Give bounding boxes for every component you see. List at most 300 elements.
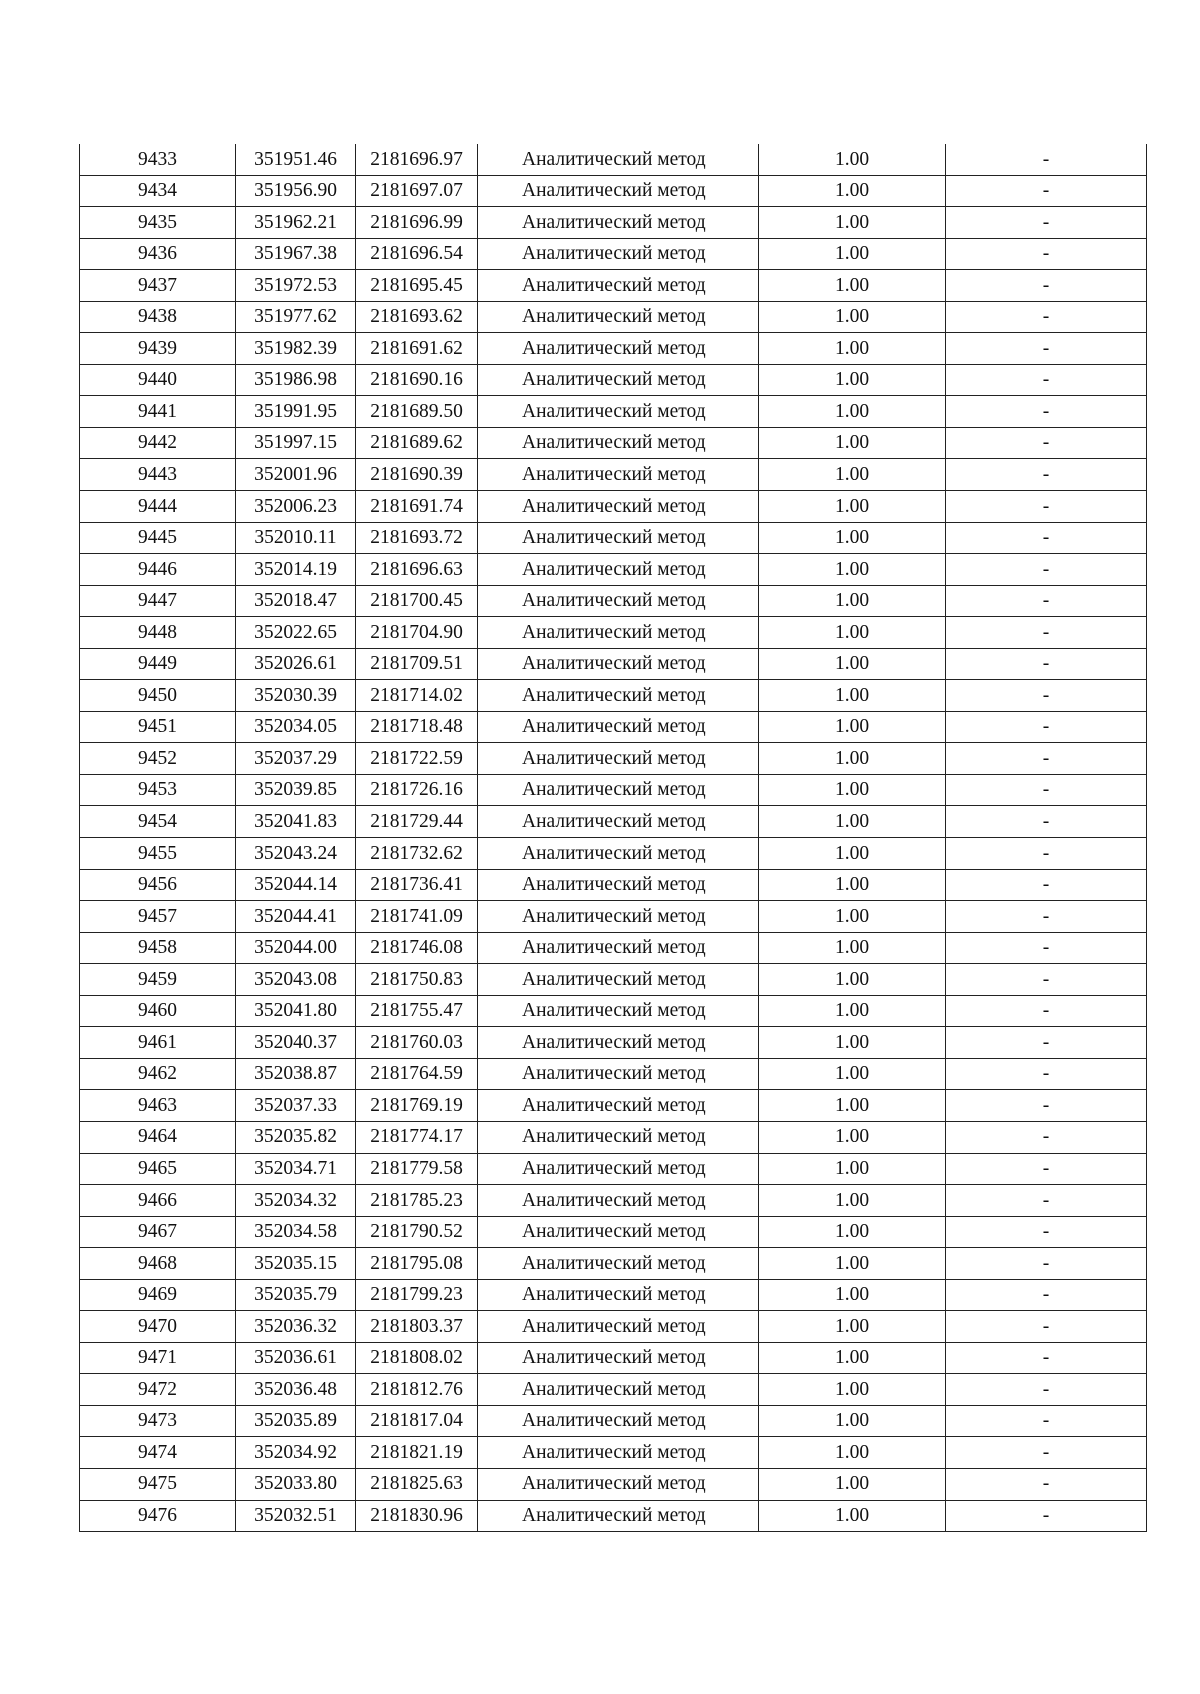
table-row — [80, 1027, 1147, 1059]
y-coordinate-cell: 2181696.99 — [356, 207, 478, 239]
y-coordinate-cell: 2181736.41 — [356, 869, 478, 901]
y-coordinate-cell: 2181700.45 — [356, 585, 478, 617]
y-coordinate-cell: 2181695.45 — [356, 270, 478, 302]
x-coordinate-cell: 352036.61 — [236, 1342, 356, 1374]
table-row — [80, 144, 1147, 175]
point-number-cell: 9456 — [80, 869, 236, 901]
accuracy-cell: 1.00 — [759, 838, 946, 870]
point-number-cell: 9470 — [80, 1311, 236, 1343]
table-row — [80, 964, 1147, 996]
description-cell: - — [946, 617, 1147, 649]
description-cell: - — [946, 711, 1147, 743]
method-cell: Аналитический метод — [478, 1374, 759, 1406]
x-coordinate-cell: 351982.39 — [236, 333, 356, 365]
x-coordinate-cell: 352026.61 — [236, 648, 356, 680]
method-cell: Аналитический метод — [478, 932, 759, 964]
table-row — [80, 1090, 1147, 1122]
table-row — [80, 585, 1147, 617]
y-coordinate-cell: 2181693.62 — [356, 301, 478, 333]
y-coordinate-cell: 2181821.19 — [356, 1437, 478, 1469]
description-cell: - — [946, 491, 1147, 523]
description-cell: - — [946, 238, 1147, 270]
table-row — [80, 1437, 1147, 1469]
x-coordinate-cell: 352035.15 — [236, 1248, 356, 1280]
point-number-cell: 9453 — [80, 774, 236, 806]
point-number-cell: 9444 — [80, 491, 236, 523]
point-number-cell: 9436 — [80, 238, 236, 270]
accuracy-cell: 1.00 — [759, 1216, 946, 1248]
x-coordinate-cell: 351956.90 — [236, 175, 356, 207]
accuracy-cell: 1.00 — [759, 1058, 946, 1090]
description-cell: - — [946, 333, 1147, 365]
point-number-cell: 9472 — [80, 1374, 236, 1406]
accuracy-cell: 1.00 — [759, 427, 946, 459]
y-coordinate-cell: 2181691.62 — [356, 333, 478, 365]
accuracy-cell: 1.00 — [759, 1405, 946, 1437]
accuracy-cell: 1.00 — [759, 995, 946, 1027]
x-coordinate-cell: 351962.21 — [236, 207, 356, 239]
method-cell: Аналитический метод — [478, 680, 759, 712]
point-number-cell: 9454 — [80, 806, 236, 838]
y-coordinate-cell: 2181808.02 — [356, 1342, 478, 1374]
accuracy-cell: 1.00 — [759, 1374, 946, 1406]
description-cell: - — [946, 743, 1147, 775]
method-cell: Аналитический метод — [478, 585, 759, 617]
description-cell: - — [946, 1027, 1147, 1059]
method-cell: Аналитический метод — [478, 1248, 759, 1280]
y-coordinate-cell: 2181769.19 — [356, 1090, 478, 1122]
table-row — [80, 1500, 1147, 1532]
y-coordinate-cell: 2181750.83 — [356, 964, 478, 996]
description-cell: - — [946, 175, 1147, 207]
accuracy-cell: 1.00 — [759, 932, 946, 964]
table-row — [80, 1342, 1147, 1374]
table-row — [80, 869, 1147, 901]
table-row — [80, 175, 1147, 207]
point-number-cell: 9471 — [80, 1342, 236, 1374]
description-cell: - — [946, 1500, 1147, 1532]
method-cell: Аналитический метод — [478, 1437, 759, 1469]
method-cell: Аналитический метод — [478, 238, 759, 270]
method-cell: Аналитический метод — [478, 427, 759, 459]
method-cell: Аналитический метод — [478, 743, 759, 775]
x-coordinate-cell: 352039.85 — [236, 774, 356, 806]
y-coordinate-cell: 2181825.63 — [356, 1468, 478, 1500]
accuracy-cell: 1.00 — [759, 459, 946, 491]
accuracy-cell: 1.00 — [759, 175, 946, 207]
point-number-cell: 9437 — [80, 270, 236, 302]
method-cell: Аналитический метод — [478, 711, 759, 743]
description-cell: - — [946, 396, 1147, 428]
description-cell: - — [946, 1185, 1147, 1217]
description-cell: - — [946, 869, 1147, 901]
accuracy-cell: 1.00 — [759, 554, 946, 586]
point-number-cell: 9450 — [80, 680, 236, 712]
accuracy-cell: 1.00 — [759, 270, 946, 302]
table-row — [80, 1468, 1147, 1500]
method-cell: Аналитический метод — [478, 175, 759, 207]
x-coordinate-cell: 352036.48 — [236, 1374, 356, 1406]
point-number-cell: 9457 — [80, 901, 236, 933]
method-cell: Аналитический метод — [478, 964, 759, 996]
table-row — [80, 1185, 1147, 1217]
method-cell: Аналитический метод — [478, 301, 759, 333]
point-number-cell: 9435 — [80, 207, 236, 239]
x-coordinate-cell: 352044.41 — [236, 901, 356, 933]
description-cell: - — [946, 1153, 1147, 1185]
point-number-cell: 9473 — [80, 1405, 236, 1437]
y-coordinate-cell: 2181697.07 — [356, 175, 478, 207]
point-number-cell: 9446 — [80, 554, 236, 586]
table-row — [80, 617, 1147, 649]
y-coordinate-cell: 2181760.03 — [356, 1027, 478, 1059]
method-cell: Аналитический метод — [478, 648, 759, 680]
description-cell: - — [946, 901, 1147, 933]
point-number-cell: 9443 — [80, 459, 236, 491]
accuracy-cell: 1.00 — [759, 1090, 946, 1122]
y-coordinate-cell: 2181709.51 — [356, 648, 478, 680]
table-row — [80, 901, 1147, 933]
point-number-cell: 9474 — [80, 1437, 236, 1469]
x-coordinate-cell: 352022.65 — [236, 617, 356, 649]
method-cell: Аналитический метод — [478, 1027, 759, 1059]
y-coordinate-cell: 2181812.76 — [356, 1374, 478, 1406]
description-cell: - — [946, 838, 1147, 870]
y-coordinate-cell: 2181718.48 — [356, 711, 478, 743]
method-cell: Аналитический метод — [478, 995, 759, 1027]
description-cell: - — [946, 932, 1147, 964]
y-coordinate-cell: 2181779.58 — [356, 1153, 478, 1185]
accuracy-cell: 1.00 — [759, 1437, 946, 1469]
y-coordinate-cell: 2181690.39 — [356, 459, 478, 491]
y-coordinate-cell: 2181689.62 — [356, 427, 478, 459]
y-coordinate-cell: 2181726.16 — [356, 774, 478, 806]
y-coordinate-cell: 2181693.72 — [356, 522, 478, 554]
method-cell: Аналитический метод — [478, 1058, 759, 1090]
table-row — [80, 459, 1147, 491]
point-number-cell: 9452 — [80, 743, 236, 775]
accuracy-cell: 1.00 — [759, 585, 946, 617]
accuracy-cell: 1.00 — [759, 617, 946, 649]
point-number-cell: 9441 — [80, 396, 236, 428]
accuracy-cell: 1.00 — [759, 964, 946, 996]
y-coordinate-cell: 2181696.97 — [356, 144, 478, 175]
x-coordinate-cell: 352001.96 — [236, 459, 356, 491]
point-number-cell: 9448 — [80, 617, 236, 649]
table-row — [80, 364, 1147, 396]
y-coordinate-cell: 2181689.50 — [356, 396, 478, 428]
point-number-cell: 9449 — [80, 648, 236, 680]
description-cell: - — [946, 1342, 1147, 1374]
description-cell: - — [946, 1405, 1147, 1437]
description-cell: - — [946, 774, 1147, 806]
description-cell: - — [946, 680, 1147, 712]
point-number-cell: 9460 — [80, 995, 236, 1027]
description-cell: - — [946, 964, 1147, 996]
point-number-cell: 9468 — [80, 1248, 236, 1280]
accuracy-cell: 1.00 — [759, 711, 946, 743]
x-coordinate-cell: 351951.46 — [236, 144, 356, 175]
x-coordinate-cell: 351986.98 — [236, 364, 356, 396]
method-cell: Аналитический метод — [478, 270, 759, 302]
x-coordinate-cell: 351967.38 — [236, 238, 356, 270]
point-number-cell: 9462 — [80, 1058, 236, 1090]
table-row — [80, 1311, 1147, 1343]
point-number-cell: 9466 — [80, 1185, 236, 1217]
y-coordinate-cell: 2181817.04 — [356, 1405, 478, 1437]
table-row — [80, 774, 1147, 806]
method-cell: Аналитический метод — [478, 1216, 759, 1248]
point-number-cell: 9445 — [80, 522, 236, 554]
table-row — [80, 648, 1147, 680]
accuracy-cell: 1.00 — [759, 743, 946, 775]
accuracy-cell: 1.00 — [759, 1279, 946, 1311]
accuracy-cell: 1.00 — [759, 1468, 946, 1500]
method-cell: Аналитический метод — [478, 838, 759, 870]
table-row — [80, 270, 1147, 302]
x-coordinate-cell: 352034.58 — [236, 1216, 356, 1248]
method-cell: Аналитический метод — [478, 617, 759, 649]
method-cell: Аналитический метод — [478, 207, 759, 239]
accuracy-cell: 1.00 — [759, 301, 946, 333]
x-coordinate-cell: 352043.24 — [236, 838, 356, 870]
x-coordinate-cell: 352035.79 — [236, 1279, 356, 1311]
accuracy-cell: 1.00 — [759, 333, 946, 365]
method-cell: Аналитический метод — [478, 522, 759, 554]
point-number-cell: 9459 — [80, 964, 236, 996]
accuracy-cell: 1.00 — [759, 396, 946, 428]
description-cell: - — [946, 1248, 1147, 1280]
x-coordinate-cell: 352034.71 — [236, 1153, 356, 1185]
method-cell: Аналитический метод — [478, 1185, 759, 1217]
table-row — [80, 554, 1147, 586]
y-coordinate-cell: 2181799.23 — [356, 1279, 478, 1311]
x-coordinate-cell: 352018.47 — [236, 585, 356, 617]
table-row — [80, 1153, 1147, 1185]
accuracy-cell: 1.00 — [759, 144, 946, 175]
table-row — [80, 806, 1147, 838]
x-coordinate-cell: 352037.33 — [236, 1090, 356, 1122]
description-cell: - — [946, 1090, 1147, 1122]
method-cell: Аналитический метод — [478, 1342, 759, 1374]
y-coordinate-cell: 2181696.63 — [356, 554, 478, 586]
method-cell: Аналитический метод — [478, 144, 759, 175]
table-row — [80, 396, 1147, 428]
table-row — [80, 1405, 1147, 1437]
description-cell: - — [946, 364, 1147, 396]
description-cell: - — [946, 1437, 1147, 1469]
x-coordinate-cell: 352040.37 — [236, 1027, 356, 1059]
description-cell: - — [946, 459, 1147, 491]
point-number-cell: 9461 — [80, 1027, 236, 1059]
method-cell: Аналитический метод — [478, 1468, 759, 1500]
accuracy-cell: 1.00 — [759, 1342, 946, 1374]
accuracy-cell: 1.00 — [759, 680, 946, 712]
point-number-cell: 9433 — [80, 144, 236, 175]
point-number-cell: 9447 — [80, 585, 236, 617]
table-row — [80, 932, 1147, 964]
description-cell: - — [946, 806, 1147, 838]
accuracy-cell: 1.00 — [759, 1311, 946, 1343]
description-cell: - — [946, 144, 1147, 175]
accuracy-cell: 1.00 — [759, 1248, 946, 1280]
point-number-cell: 9455 — [80, 838, 236, 870]
method-cell: Аналитический метод — [478, 1090, 759, 1122]
accuracy-cell: 1.00 — [759, 1121, 946, 1153]
table-row — [80, 1121, 1147, 1153]
x-coordinate-cell: 352034.05 — [236, 711, 356, 743]
description-cell: - — [946, 1468, 1147, 1500]
point-number-cell: 9476 — [80, 1500, 236, 1532]
description-cell: - — [946, 1216, 1147, 1248]
table-row — [80, 1374, 1147, 1406]
y-coordinate-cell: 2181691.74 — [356, 491, 478, 523]
table-row — [80, 680, 1147, 712]
method-cell: Аналитический метод — [478, 806, 759, 838]
y-coordinate-cell: 2181690.16 — [356, 364, 478, 396]
y-coordinate-cell: 2181696.54 — [356, 238, 478, 270]
description-cell: - — [946, 1121, 1147, 1153]
description-cell: - — [946, 301, 1147, 333]
table-row — [80, 301, 1147, 333]
y-coordinate-cell: 2181729.44 — [356, 806, 478, 838]
x-coordinate-cell: 352038.87 — [236, 1058, 356, 1090]
table-row — [80, 491, 1147, 523]
point-number-cell: 9467 — [80, 1216, 236, 1248]
table-row — [80, 238, 1147, 270]
table-row — [80, 1216, 1147, 1248]
table-row — [80, 1279, 1147, 1311]
x-coordinate-cell: 352037.29 — [236, 743, 356, 775]
point-number-cell: 9439 — [80, 333, 236, 365]
x-coordinate-cell: 351977.62 — [236, 301, 356, 333]
method-cell: Аналитический метод — [478, 554, 759, 586]
accuracy-cell: 1.00 — [759, 364, 946, 396]
accuracy-cell: 1.00 — [759, 1185, 946, 1217]
y-coordinate-cell: 2181704.90 — [356, 617, 478, 649]
description-cell: - — [946, 1058, 1147, 1090]
description-cell: - — [946, 427, 1147, 459]
method-cell: Аналитический метод — [478, 459, 759, 491]
method-cell: Аналитический метод — [478, 1500, 759, 1532]
description-cell: - — [946, 1279, 1147, 1311]
x-coordinate-cell: 352035.89 — [236, 1405, 356, 1437]
x-coordinate-cell: 352034.92 — [236, 1437, 356, 1469]
x-coordinate-cell: 352010.11 — [236, 522, 356, 554]
x-coordinate-cell: 352036.32 — [236, 1311, 356, 1343]
y-coordinate-cell: 2181785.23 — [356, 1185, 478, 1217]
y-coordinate-cell: 2181732.62 — [356, 838, 478, 870]
y-coordinate-cell: 2181722.59 — [356, 743, 478, 775]
method-cell: Аналитический метод — [478, 396, 759, 428]
x-coordinate-cell: 352041.83 — [236, 806, 356, 838]
y-coordinate-cell: 2181830.96 — [356, 1500, 478, 1532]
table-row — [80, 711, 1147, 743]
accuracy-cell: 1.00 — [759, 1027, 946, 1059]
accuracy-cell: 1.00 — [759, 648, 946, 680]
x-coordinate-cell: 352033.80 — [236, 1468, 356, 1500]
point-number-cell: 9464 — [80, 1121, 236, 1153]
x-coordinate-cell: 352032.51 — [236, 1500, 356, 1532]
x-coordinate-cell: 351997.15 — [236, 427, 356, 459]
point-number-cell: 9465 — [80, 1153, 236, 1185]
x-coordinate-cell: 352006.23 — [236, 491, 356, 523]
method-cell: Аналитический метод — [478, 1121, 759, 1153]
table-row — [80, 995, 1147, 1027]
description-cell: - — [946, 522, 1147, 554]
point-number-cell: 9458 — [80, 932, 236, 964]
x-coordinate-cell: 352041.80 — [236, 995, 356, 1027]
method-cell: Аналитический метод — [478, 1311, 759, 1343]
table-row — [80, 838, 1147, 870]
y-coordinate-cell: 2181795.08 — [356, 1248, 478, 1280]
x-coordinate-cell: 352043.08 — [236, 964, 356, 996]
x-coordinate-cell: 352044.00 — [236, 932, 356, 964]
point-number-cell: 9463 — [80, 1090, 236, 1122]
description-cell: - — [946, 1311, 1147, 1343]
method-cell: Аналитический метод — [478, 869, 759, 901]
point-number-cell: 9475 — [80, 1468, 236, 1500]
accuracy-cell: 1.00 — [759, 806, 946, 838]
description-cell: - — [946, 585, 1147, 617]
accuracy-cell: 1.00 — [759, 774, 946, 806]
method-cell: Аналитический метод — [478, 901, 759, 933]
table-row — [80, 427, 1147, 459]
coordinates-table-body — [80, 144, 1147, 1532]
point-number-cell: 9451 — [80, 711, 236, 743]
method-cell: Аналитический метод — [478, 364, 759, 396]
y-coordinate-cell: 2181774.17 — [356, 1121, 478, 1153]
method-cell: Аналитический метод — [478, 491, 759, 523]
table-row — [80, 333, 1147, 365]
point-number-cell: 9469 — [80, 1279, 236, 1311]
accuracy-cell: 1.00 — [759, 207, 946, 239]
accuracy-cell: 1.00 — [759, 238, 946, 270]
method-cell: Аналитический метод — [478, 1405, 759, 1437]
description-cell: - — [946, 554, 1147, 586]
table-row — [80, 743, 1147, 775]
y-coordinate-cell: 2181714.02 — [356, 680, 478, 712]
x-coordinate-cell: 352034.32 — [236, 1185, 356, 1217]
table-row — [80, 1058, 1147, 1090]
x-coordinate-cell: 351972.53 — [236, 270, 356, 302]
accuracy-cell: 1.00 — [759, 522, 946, 554]
accuracy-cell: 1.00 — [759, 491, 946, 523]
x-coordinate-cell: 351991.95 — [236, 396, 356, 428]
table-row — [80, 522, 1147, 554]
method-cell: Аналитический метод — [478, 774, 759, 806]
coordinates-table — [79, 144, 1147, 1532]
description-cell: - — [946, 270, 1147, 302]
method-cell: Аналитический метод — [478, 1153, 759, 1185]
x-coordinate-cell: 352030.39 — [236, 680, 356, 712]
y-coordinate-cell: 2181755.47 — [356, 995, 478, 1027]
x-coordinate-cell: 352044.14 — [236, 869, 356, 901]
table-row — [80, 1248, 1147, 1280]
point-number-cell: 9440 — [80, 364, 236, 396]
accuracy-cell: 1.00 — [759, 1500, 946, 1532]
method-cell: Аналитический метод — [478, 333, 759, 365]
accuracy-cell: 1.00 — [759, 1153, 946, 1185]
table-row — [80, 207, 1147, 239]
accuracy-cell: 1.00 — [759, 869, 946, 901]
method-cell: Аналитический метод — [478, 1279, 759, 1311]
y-coordinate-cell: 2181790.52 — [356, 1216, 478, 1248]
point-number-cell: 9434 — [80, 175, 236, 207]
accuracy-cell: 1.00 — [759, 901, 946, 933]
point-number-cell: 9438 — [80, 301, 236, 333]
description-cell: - — [946, 648, 1147, 680]
